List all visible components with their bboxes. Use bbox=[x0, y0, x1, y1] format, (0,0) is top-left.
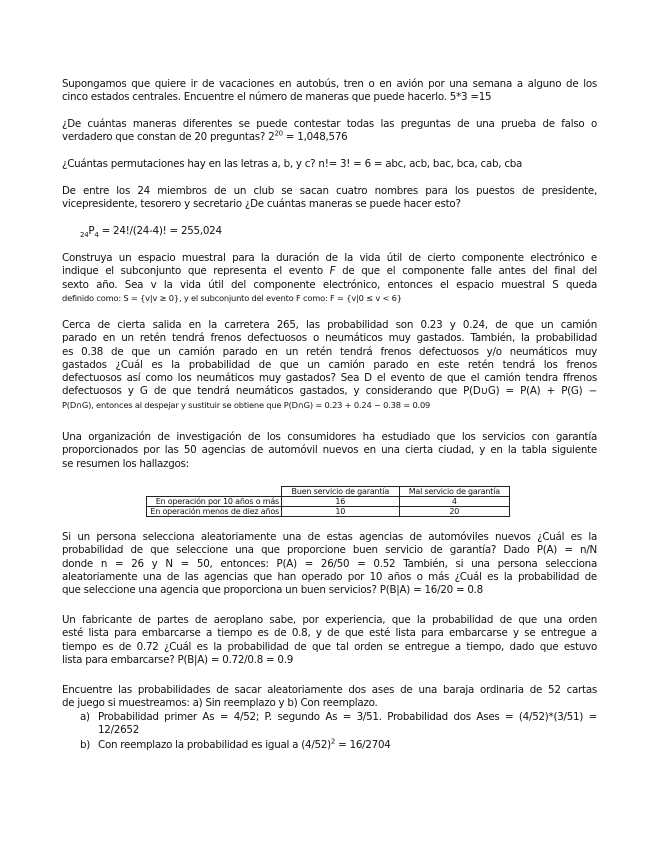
permutation-formula: $_{24}P_4 = 24!/(24-4)$! = 255,024 bbox=[80, 225, 222, 240]
table-cell: 16 bbox=[282, 497, 400, 507]
paragraph-truck-brakes: Cerca de cierta salida en la carretera 265, las probabilidad son 0.23 y 0.24, de que un camión parado en un retén tendrá frenos defectuosos o neumáticos muy gastados. También, la probabilidad es 0.38 de que un camión parado en un retén tendrá frenos defectuosos y/o neumáticos muy gastados ¿Cuál es la probabilidad de que un camión parado en este retén tendrá los frenos defectuosos así como los neumáticos muy gastados? Sea D el evento de que el camión tendra ffrenos defectuosos y G de que tendrá neumáticos gastados, y considerando que P(D∪G) = P(A) + P(G) − P(D∩G), entonces al despejar y sustituir se obtiene que P(D∩G) = 0.23 + 0.24 − 0.38 = 0.09 bbox=[62, 319, 597, 410]
paragraph-sample-space: Construya un espacio muestral para la duración de la vida útil de cierto componente electrónico e indique el subconjunto que representa el evento F de que el componente falle antes del final del sexto año. Sea v la vida útil del componente electrónico, entonces el espacio muestral S queda definido como: S = {v|v ≥ 0}, y el subconjunto del evento F como: F = {v|0 ≤ v < 6} bbox=[62, 252, 597, 303]
warranty-table bbox=[146, 486, 510, 517]
table-row bbox=[147, 507, 510, 517]
column-header: Buen servicio de garantía bbox=[282, 487, 400, 497]
paragraph-true-false: ¿De cuántas maneras diferentes se puede contestar todas las preguntas de una prueba de falso o verdadero que constan de 20 preguntas? $2^{20} = 1,048,576$ bbox=[62, 118, 597, 144]
paragraph-consumer-study: Una organización de investigación de los consumidores ha estudiado que los servicios con garantía proporcionados por las 50 agencias de automóvil nuevos en una cierta ciudad, y en la tabla siguiente se resumen los hallazgos: bbox=[62, 431, 597, 470]
table-row bbox=[147, 497, 510, 507]
table-cell: 4 bbox=[399, 497, 509, 507]
table-cell: 20 bbox=[399, 507, 509, 517]
paragraph-vacations: Supongamos que quiere ir de vacaciones en autobús, tren o en avión por una semana a alguno de los cinco estados centrales. Encuentre el número de maneras que puede hacerlo. 5*3 =15 bbox=[62, 78, 597, 104]
paragraph-agency-probability: Si un persona selecciona aleatoriamente una de estas agencias de automóviles nuevos ¿Cuál es la probabilidad de que seleccione una que proporcione buen servicio de garantía? Dado P(A) = n/N donde n = 26 y N = 50, entonces: P(A) = 26/50 = 0.52 También, si una persona selecciona aleatoriamente una de las agencias que han operado por 10 años o más ¿Cuál es la probabilidad de que seleccione una agencia que proporciona un buen servicios? P(B|A) = 16/20 = 0.8 bbox=[62, 531, 597, 597]
paragraph-aircraft-parts: Un fabricante de partes de aeroplano sabe, por experiencia, que la probabilidad de que una orden esté lista para embarcarse a tiempo es de 0.8, y de que esté lista para embarcarse y se entregue a tiempo es de 0.72 ¿Cuál es la probabilidad de que tal orden se entregue a tiempo, dado que estuvo lista para embarcarse? P(B|A) = 0.72/0.8 = 0.9 bbox=[62, 614, 597, 666]
table-header-row bbox=[147, 487, 510, 497]
column-header: Mal servicio de garantía bbox=[399, 487, 509, 497]
table-cell: 10 bbox=[282, 507, 400, 517]
paragraph-aces: Encuentre las probabilidades de sacar aleatoriamente dos ases de una baraja ordinaria de 52 cartas de juego si muestreamos: a) Sin reemplazo y b) Con reemplazo. bbox=[62, 684, 597, 710]
paragraph-permutations: ¿Cuántas permutaciones hay en las letras a, b, y c? n!= 3! = 6 = abc, acb, bac, bca, cab, cba bbox=[62, 158, 523, 170]
row-header: En operación menos de diez años bbox=[147, 507, 282, 517]
paragraph-club-members: De entre los 24 miembros de un club se sacan cuatro nombres para los puestos de presidente, vicepresidente, tesorero y secretario ¿De cuántas maneras se puede hacer esto? bbox=[62, 185, 597, 211]
row-header: En operación por 10 años o más bbox=[147, 497, 282, 507]
